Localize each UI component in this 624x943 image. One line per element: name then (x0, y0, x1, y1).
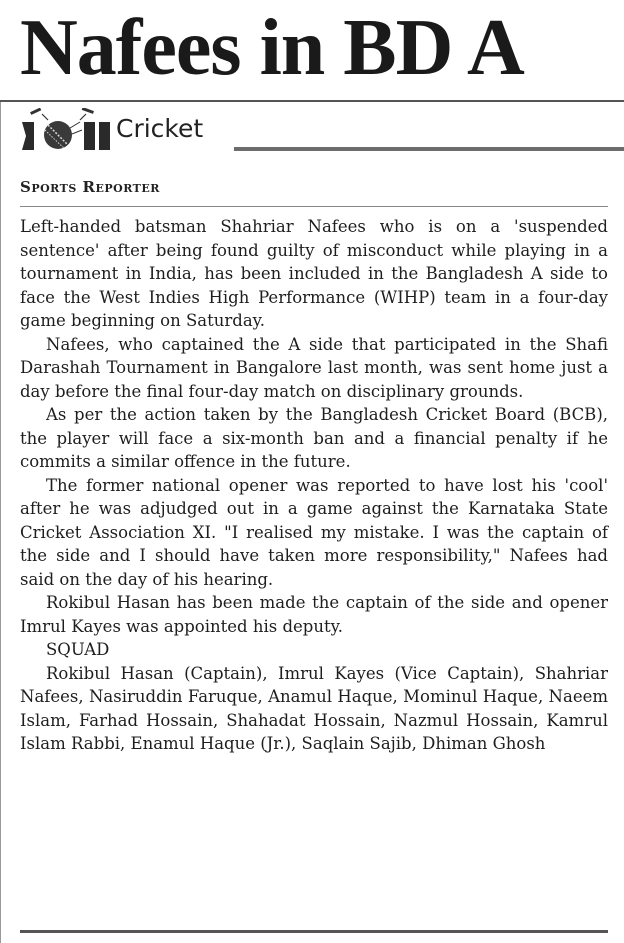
section-rule (234, 147, 624, 151)
byline-rule (20, 206, 608, 207)
article-paragraph: Nafees, who captained the A side that participated in the Shafi Darashah Tournament in Bangalore last month, was sent home just a day before the final four-day match on disciplinary grounds. (20, 334, 608, 401)
article-body (20, 215, 608, 756)
squad-list: Rokibul Hasan (Captain), Imrul Kayes (Vice Captain), Shahriar Nafees, Nasiruddin Faruque, Anamul Haque, Mominul Haque, Naeem Islam, Farhad Hossain, Shahadat Hossain, Nazmul Hossain, Kamrul Islam Rabbi, Enamul Haque (Jr.), Saqlain Sajib, Dhiman Ghosh (20, 663, 608, 753)
article-paragraph: Left-handed batsman Shahriar Nafees who is on a 'suspended sentence' after being found guilty of misconduct while playing in a tournament in India, has been included in the Bangladesh A side to face the West Indies High Performance (WIHP) team in a four-day game beginning on Saturday. (20, 217, 608, 330)
cricket-stumps-ball-icon (20, 108, 112, 152)
headline-rule (0, 100, 624, 102)
page-left-border (0, 100, 1, 943)
byline: Sports Reporter (20, 178, 160, 196)
article-paragraph: The former national opener was reported to have lost his 'cool' after he was adjudged out in a game against the Karnataka State Cricket Association XI. "I realised my mistake. I was the captain of the side and I should have taken more responsibility," Nafees had said on the day of his hearing. (20, 475, 608, 589)
bottom-rule (20, 930, 608, 933)
article-paragraph: Rokibul Hasan has been made the captain of the side and opener Imrul Kayes was appointed his deputy. (20, 593, 608, 636)
article-paragraph: As per the action taken by the Bangladesh Cricket Board (BCB), the player will face a six-month ban and a financial penalty if he commits a similar offence in the future. (20, 405, 608, 471)
section-header (20, 108, 620, 152)
squad-heading: SQUAD (46, 640, 110, 659)
section-label: Cricket (116, 114, 204, 143)
headline: Nafees in BD A (20, 4, 524, 92)
